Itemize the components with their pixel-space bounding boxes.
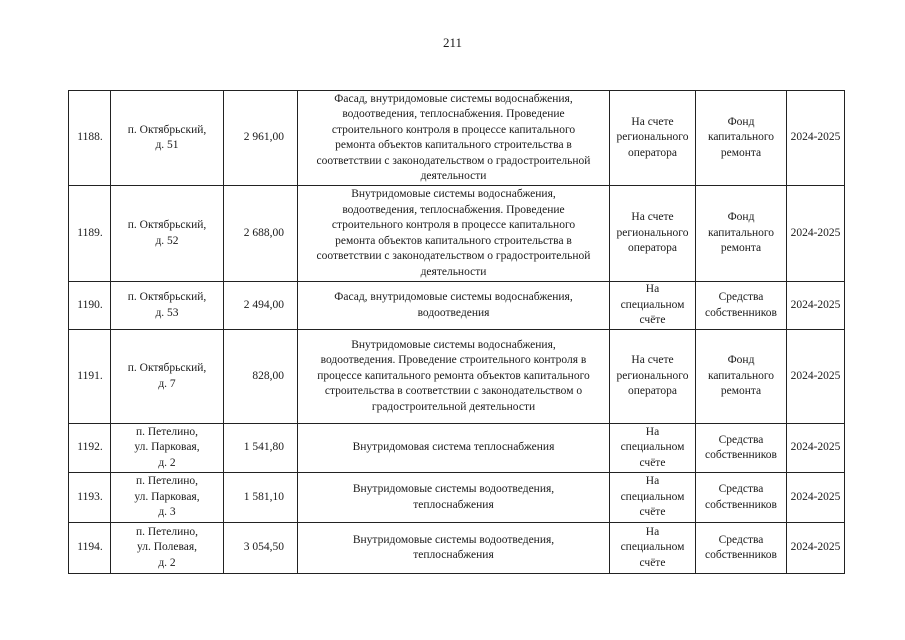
- table-row: [69, 91, 845, 186]
- row-number: 1191.: [69, 330, 111, 424]
- works-description-cell: Внутридомовая система теплоснабжения: [298, 424, 610, 473]
- works-description-cell: Внутридомовые системы водоснабжения, водоотведения. Проведение строительного контроля в процессе капитального ремонта объектов капитального строительства в соответствии с законодательством о градостроительной деятельности: [298, 330, 610, 424]
- row-number: 1190.: [69, 282, 111, 330]
- period-cell: 2024-2025: [787, 473, 845, 523]
- area-cell: 828,00: [224, 330, 298, 424]
- account-type-cell: На специальном счёте: [610, 424, 696, 473]
- period-cell: 2024-2025: [787, 186, 845, 282]
- row-number: 1194.: [69, 523, 111, 574]
- account-type-cell: На специальном счёте: [610, 282, 696, 330]
- area-cell: 1 581,10: [224, 473, 298, 523]
- address-cell: п. Октябрьский, д. 53: [111, 282, 224, 330]
- address-cell: п. Петелино, ул. Полевая, д. 2: [111, 523, 224, 574]
- capital-repair-table: [68, 90, 845, 574]
- funding-source-cell: Фонд капитального ремонта: [696, 330, 787, 424]
- funding-source-cell: Средства собственников: [696, 282, 787, 330]
- table-row: [69, 473, 845, 523]
- area-cell: 3 054,50: [224, 523, 298, 574]
- row-number: 1188.: [69, 91, 111, 186]
- area-cell: 2 688,00: [224, 186, 298, 282]
- address-cell: п. Октябрьский, д. 52: [111, 186, 224, 282]
- funding-source-cell: Фонд капитального ремонта: [696, 186, 787, 282]
- address-cell: п. Петелино, ул. Парковая, д. 3: [111, 473, 224, 523]
- account-type-cell: На счете регионального оператора: [610, 330, 696, 424]
- row-number: 1192.: [69, 424, 111, 473]
- works-description-cell: Внутридомовые системы водоотведения, теплоснабжения: [298, 523, 610, 574]
- table-row: [69, 282, 845, 330]
- address-cell: п. Октябрьский, д. 7: [111, 330, 224, 424]
- page-number: 211: [442, 35, 463, 50]
- works-description-cell: Фасад, внутридомовые системы водоснабжения, водоотведения: [298, 282, 610, 330]
- funding-source-cell: Фонд капитального ремонта: [696, 91, 787, 186]
- period-cell: 2024-2025: [787, 282, 845, 330]
- table-row: [69, 186, 845, 282]
- row-number: 1193.: [69, 473, 111, 523]
- account-type-cell: На специальном счёте: [610, 523, 696, 574]
- period-cell: 2024-2025: [787, 91, 845, 186]
- area-cell: 2 494,00: [224, 282, 298, 330]
- table-row: [69, 424, 845, 473]
- area-cell: 2 961,00: [224, 91, 298, 186]
- funding-source-cell: Средства собственников: [696, 523, 787, 574]
- funding-source-cell: Средства собственников: [696, 473, 787, 523]
- funding-source-cell: Средства собственников: [696, 424, 787, 473]
- works-description-cell: Фасад, внутридомовые системы водоснабжения, водоотведения, теплоснабжения. Проведение строительного контроля в процессе капитального ремонта объектов капитального строительства в соответствии с законодательством о градостроительной деятельности: [298, 91, 610, 186]
- period-cell: 2024-2025: [787, 523, 845, 574]
- works-description-cell: Внутридомовые системы водоотведения, теплоснабжения: [298, 473, 610, 523]
- table-row: [69, 330, 845, 424]
- works-description-cell: Внутридомовые системы водоснабжения, водоотведения, теплоснабжения. Проведение строительного контроля в процессе капитального ремонта объектов капитального строительства в соответствии с законодательством о градостроительной деятельности: [298, 186, 610, 282]
- table-row: [69, 523, 845, 574]
- account-type-cell: На счете регионального оператора: [610, 91, 696, 186]
- address-cell: п. Петелино, ул. Парковая, д. 2: [111, 424, 224, 473]
- period-cell: 2024-2025: [787, 424, 845, 473]
- account-type-cell: На счете регионального оператора: [610, 186, 696, 282]
- period-cell: 2024-2025: [787, 330, 845, 424]
- area-cell: 1 541,80: [224, 424, 298, 473]
- row-number: 1189.: [69, 186, 111, 282]
- account-type-cell: На специальном счёте: [610, 473, 696, 523]
- address-cell: п. Октябрьский, д. 51: [111, 91, 224, 186]
